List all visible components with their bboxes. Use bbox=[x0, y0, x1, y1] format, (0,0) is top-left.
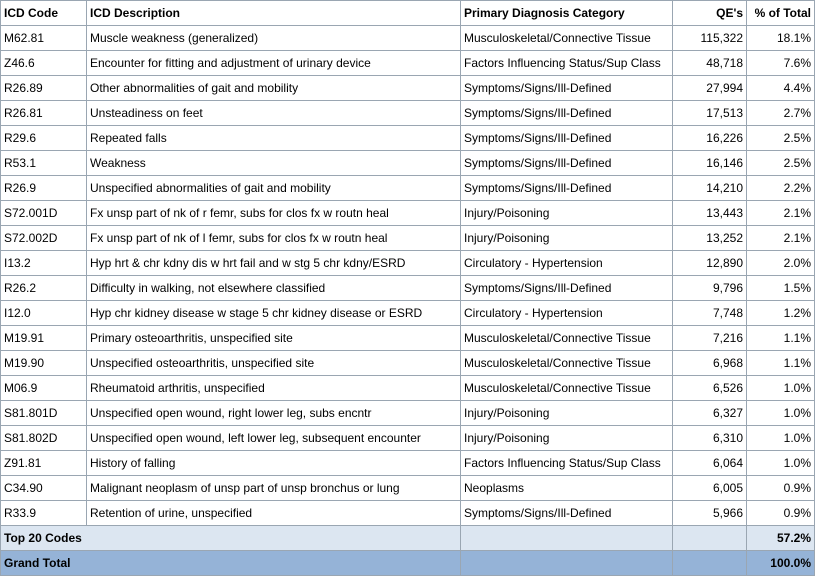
cell-icd-code: S72.002D bbox=[1, 226, 87, 251]
table-row bbox=[1, 76, 815, 101]
grand-total-label: Grand Total bbox=[1, 551, 461, 576]
cell-qes: 6,526 bbox=[673, 376, 747, 401]
cell-icd-code: I13.2 bbox=[1, 251, 87, 276]
cell-icd-description: Fx unsp part of nk of r femr, subs for clos fx w routn heal bbox=[87, 201, 461, 226]
cell-category: Injury/Poisoning bbox=[461, 201, 673, 226]
cell-category: Symptoms/Signs/Ill-Defined bbox=[461, 101, 673, 126]
subtotal-category-blank bbox=[461, 526, 673, 551]
cell-icd-description: Unsteadiness on feet bbox=[87, 101, 461, 126]
cell-icd-description: Primary osteoarthritis, unspecified site bbox=[87, 326, 461, 351]
cell-percent: 2.1% bbox=[747, 201, 815, 226]
table-row bbox=[1, 176, 815, 201]
subtotal-row bbox=[1, 526, 815, 551]
cell-icd-description: Unspecified open wound, left lower leg, subsequent encounter bbox=[87, 426, 461, 451]
cell-icd-code: S72.001D bbox=[1, 201, 87, 226]
cell-category: Symptoms/Signs/Ill-Defined bbox=[461, 151, 673, 176]
cell-qes: 7,748 bbox=[673, 301, 747, 326]
cell-icd-code: R53.1 bbox=[1, 151, 87, 176]
cell-icd-description: Other abnormalities of gait and mobility bbox=[87, 76, 461, 101]
header-icd-code: ICD Code bbox=[1, 1, 87, 26]
subtotal-qes-blank bbox=[673, 526, 747, 551]
cell-category: Injury/Poisoning bbox=[461, 226, 673, 251]
table-row bbox=[1, 276, 815, 301]
cell-icd-code: R29.6 bbox=[1, 126, 87, 151]
cell-qes: 6,968 bbox=[673, 351, 747, 376]
cell-qes: 6,064 bbox=[673, 451, 747, 476]
grand-total-percent: 100.0% bbox=[747, 551, 815, 576]
table-row bbox=[1, 401, 815, 426]
cell-icd-description: Hyp hrt & chr kdny dis w hrt fail and w stg 5 chr kdny/ESRD bbox=[87, 251, 461, 276]
table-row bbox=[1, 301, 815, 326]
cell-percent: 1.0% bbox=[747, 401, 815, 426]
cell-icd-description: Retention of urine, unspecified bbox=[87, 501, 461, 526]
cell-icd-description: Fx unsp part of nk of l femr, subs for clos fx w routn heal bbox=[87, 226, 461, 251]
subtotal-label: Top 20 Codes bbox=[1, 526, 461, 551]
cell-category: Symptoms/Signs/Ill-Defined bbox=[461, 176, 673, 201]
cell-qes: 5,966 bbox=[673, 501, 747, 526]
cell-qes: 13,443 bbox=[673, 201, 747, 226]
table-header-row bbox=[1, 1, 815, 26]
cell-qes: 12,890 bbox=[673, 251, 747, 276]
cell-category: Symptoms/Signs/Ill-Defined bbox=[461, 76, 673, 101]
cell-icd-code: Z91.81 bbox=[1, 451, 87, 476]
table-row bbox=[1, 226, 815, 251]
table-row bbox=[1, 26, 815, 51]
cell-percent: 1.1% bbox=[747, 351, 815, 376]
cell-qes: 17,513 bbox=[673, 101, 747, 126]
cell-icd-code: R26.89 bbox=[1, 76, 87, 101]
cell-icd-code: R33.9 bbox=[1, 501, 87, 526]
grand-total-category-blank bbox=[461, 551, 673, 576]
table-row bbox=[1, 251, 815, 276]
cell-icd-description: Difficulty in walking, not elsewhere classified bbox=[87, 276, 461, 301]
header-percent-of-total: % of Total bbox=[747, 1, 815, 26]
cell-icd-code: S81.801D bbox=[1, 401, 87, 426]
cell-percent: 2.2% bbox=[747, 176, 815, 201]
cell-icd-code: Z46.6 bbox=[1, 51, 87, 76]
cell-category: Circulatory - Hypertension bbox=[461, 301, 673, 326]
cell-icd-description: Rheumatoid arthritis, unspecified bbox=[87, 376, 461, 401]
cell-icd-description: Hyp chr kidney disease w stage 5 chr kidney disease or ESRD bbox=[87, 301, 461, 326]
cell-percent: 2.5% bbox=[747, 151, 815, 176]
cell-qes: 16,226 bbox=[673, 126, 747, 151]
cell-qes: 9,796 bbox=[673, 276, 747, 301]
grand-total-qes-blank bbox=[673, 551, 747, 576]
cell-qes: 7,216 bbox=[673, 326, 747, 351]
table-row bbox=[1, 426, 815, 451]
cell-percent: 2.1% bbox=[747, 226, 815, 251]
cell-percent: 1.5% bbox=[747, 276, 815, 301]
table-body bbox=[1, 26, 815, 526]
subtotal-percent: 57.2% bbox=[747, 526, 815, 551]
cell-qes: 48,718 bbox=[673, 51, 747, 76]
table-row bbox=[1, 201, 815, 226]
cell-icd-code: M06.9 bbox=[1, 376, 87, 401]
cell-category: Neoplasms bbox=[461, 476, 673, 501]
cell-percent: 1.2% bbox=[747, 301, 815, 326]
cell-qes: 6,005 bbox=[673, 476, 747, 501]
cell-icd-description: Weakness bbox=[87, 151, 461, 176]
cell-percent: 7.6% bbox=[747, 51, 815, 76]
grand-total-row bbox=[1, 551, 815, 576]
cell-qes: 6,310 bbox=[673, 426, 747, 451]
cell-category: Factors Influencing Status/Sup Class bbox=[461, 51, 673, 76]
cell-icd-description: Repeated falls bbox=[87, 126, 461, 151]
cell-category: Musculoskeletal/Connective Tissue bbox=[461, 26, 673, 51]
cell-percent: 0.9% bbox=[747, 476, 815, 501]
cell-percent: 18.1% bbox=[747, 26, 815, 51]
cell-icd-description: Unspecified open wound, right lower leg, subs encntr bbox=[87, 401, 461, 426]
header-primary-diagnosis-category: Primary Diagnosis Category bbox=[461, 1, 673, 26]
cell-icd-code: M62.81 bbox=[1, 26, 87, 51]
table-row bbox=[1, 451, 815, 476]
table-row bbox=[1, 151, 815, 176]
table-row bbox=[1, 326, 815, 351]
cell-percent: 1.0% bbox=[747, 426, 815, 451]
cell-icd-code: R26.9 bbox=[1, 176, 87, 201]
cell-qes: 27,994 bbox=[673, 76, 747, 101]
cell-category: Injury/Poisoning bbox=[461, 401, 673, 426]
header-icd-description: ICD Description bbox=[87, 1, 461, 26]
cell-qes: 14,210 bbox=[673, 176, 747, 201]
cell-category: Factors Influencing Status/Sup Class bbox=[461, 451, 673, 476]
cell-icd-code: M19.91 bbox=[1, 326, 87, 351]
cell-percent: 1.0% bbox=[747, 451, 815, 476]
cell-percent: 2.7% bbox=[747, 101, 815, 126]
table-row bbox=[1, 476, 815, 501]
cell-category: Musculoskeletal/Connective Tissue bbox=[461, 351, 673, 376]
cell-category: Symptoms/Signs/Ill-Defined bbox=[461, 276, 673, 301]
cell-icd-code: M19.90 bbox=[1, 351, 87, 376]
cell-icd-description: Unspecified abnormalities of gait and mobility bbox=[87, 176, 461, 201]
cell-icd-description: Muscle weakness (generalized) bbox=[87, 26, 461, 51]
cell-icd-description: Unspecified osteoarthritis, unspecified site bbox=[87, 351, 461, 376]
cell-icd-code: I12.0 bbox=[1, 301, 87, 326]
cell-percent: 2.5% bbox=[747, 126, 815, 151]
cell-category: Injury/Poisoning bbox=[461, 426, 673, 451]
cell-icd-description: History of falling bbox=[87, 451, 461, 476]
cell-icd-code: R26.81 bbox=[1, 101, 87, 126]
cell-qes: 13,252 bbox=[673, 226, 747, 251]
cell-category: Musculoskeletal/Connective Tissue bbox=[461, 326, 673, 351]
table-row bbox=[1, 101, 815, 126]
table-row bbox=[1, 376, 815, 401]
cell-percent: 1.1% bbox=[747, 326, 815, 351]
cell-percent: 1.0% bbox=[747, 376, 815, 401]
cell-icd-code: S81.802D bbox=[1, 426, 87, 451]
cell-category: Musculoskeletal/Connective Tissue bbox=[461, 376, 673, 401]
header-qes: QE's bbox=[673, 1, 747, 26]
cell-icd-code: C34.90 bbox=[1, 476, 87, 501]
table-row bbox=[1, 51, 815, 76]
cell-percent: 4.4% bbox=[747, 76, 815, 101]
cell-percent: 2.0% bbox=[747, 251, 815, 276]
cell-category: Symptoms/Signs/Ill-Defined bbox=[461, 126, 673, 151]
cell-qes: 16,146 bbox=[673, 151, 747, 176]
cell-qes: 115,322 bbox=[673, 26, 747, 51]
table-row bbox=[1, 351, 815, 376]
cell-icd-description: Encounter for fitting and adjustment of urinary device bbox=[87, 51, 461, 76]
cell-icd-description: Malignant neoplasm of unsp part of unsp bronchus or lung bbox=[87, 476, 461, 501]
table-row bbox=[1, 126, 815, 151]
cell-category: Circulatory - Hypertension bbox=[461, 251, 673, 276]
cell-icd-code: R26.2 bbox=[1, 276, 87, 301]
cell-qes: 6,327 bbox=[673, 401, 747, 426]
cell-percent: 0.9% bbox=[747, 501, 815, 526]
cell-category: Symptoms/Signs/Ill-Defined bbox=[461, 501, 673, 526]
table-row bbox=[1, 501, 815, 526]
